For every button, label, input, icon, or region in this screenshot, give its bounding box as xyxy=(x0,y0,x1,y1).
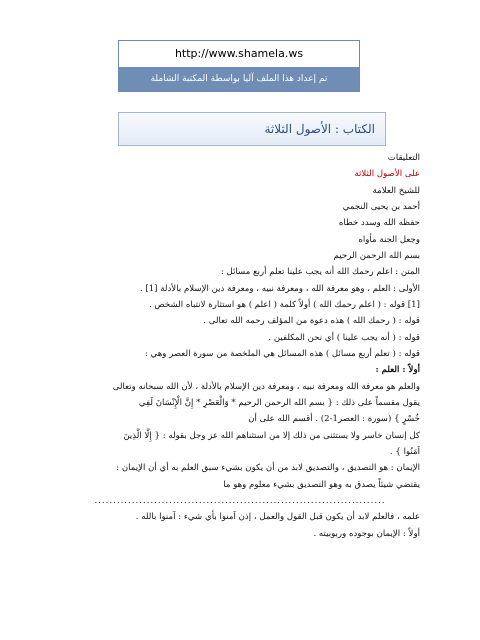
text-line: قوله : ( تعلم أربع مسائل ) هذه المسائل هي الملخصة من سورة العصر وهي : xyxy=(144,348,420,359)
prayer-line-1: حفظه الله وسدد خطاه xyxy=(338,218,420,229)
text-line: آمَنُوا } . xyxy=(389,446,420,457)
section-heading: التعليقات xyxy=(387,153,420,163)
document-body xyxy=(60,150,420,620)
basmala: بسم الله الرحمن الرحيم xyxy=(333,250,420,261)
text-line: والعلم هو معرفة الله ومعرفة نبيه ، ومعرفة دين الإسلام بالأدلة ، لأن الله سبحانه وتعالى xyxy=(112,381,420,392)
prayer-line-2: وجعل الجنة مأواه xyxy=(358,234,420,245)
text-line: قوله : ( أنه يجب علينا ) أي نحن المكلفين . xyxy=(268,332,420,343)
author-name: أحمد بن يحيى النجمي xyxy=(342,201,420,212)
author-prefix: للشيخ العلامة xyxy=(372,185,420,196)
text-line: قوله : ( رحمك الله ) هذه دعوة من المؤلف رحمه الله تعالى . xyxy=(203,316,420,327)
text-line: خُسْرٍ } (سورة : العصر1-2) . أقسم الله على أن xyxy=(248,414,420,425)
text-line: كل إنسان خاسر ولا يستثنى من ذلك إلا من استثناهم الله عز وجل بقوله : { إِلَّا الَّذِينَ xyxy=(123,430,420,441)
book-title-box xyxy=(118,112,386,146)
text-line: علمه ، فالعلم لابد أن يكون قبل القول والعمل ، إذن آمنوا بأي شيء : آمنوا بالله . xyxy=(135,512,420,523)
text-line: يقول مقسماً على ذلك : { بسم الله الرحمن الرحيم * وَالْعَصْرِ * إِنَّ الْإِنْسَانَ لَفِي xyxy=(138,397,420,408)
text-line: أولاً : الإيمان بوجوده وربوبيته . xyxy=(313,528,420,539)
text-line: المتن : اعلم رحمك الله أنه يجب علينا تعلم أربع مسائل : xyxy=(220,267,420,278)
text-line: أولاً : العلم : xyxy=(375,365,420,376)
text-line: الأولى : العلم ، وهو معرفة الله ، ومعرفة نبيه ، ومعرفة دين الإسلام بالأدلة [1] . xyxy=(139,283,420,294)
page-separator: .............................................................................. xyxy=(94,495,386,506)
shamela-banner xyxy=(118,40,360,92)
book-subtitle: على الأصول الثلاثة xyxy=(354,169,420,180)
text-line: الإيمان : هو التصديق ، والتصديق لابد من أن يكون بشيء سبق العلم به أي أن الإيمان : xyxy=(116,463,420,474)
book-title: الكتاب : الأصول الثلاثة xyxy=(264,122,375,136)
shamela-subtitle: تم إعداد هذا الملف آليا بواسطة المكتبة الشاملة xyxy=(119,67,359,91)
text-line: [1] قوله : ( اعلم رحمك الله ) أولاً كلمة ( اعلم ) هو استثارة لانتباه الشخص . xyxy=(148,299,420,310)
shamela-url[interactable]: http://www.shamela.ws xyxy=(119,41,359,67)
text-line: يقتضي شيئاً يصدق به وهو التصديق بشيء معلوم وهو ما xyxy=(223,479,420,490)
